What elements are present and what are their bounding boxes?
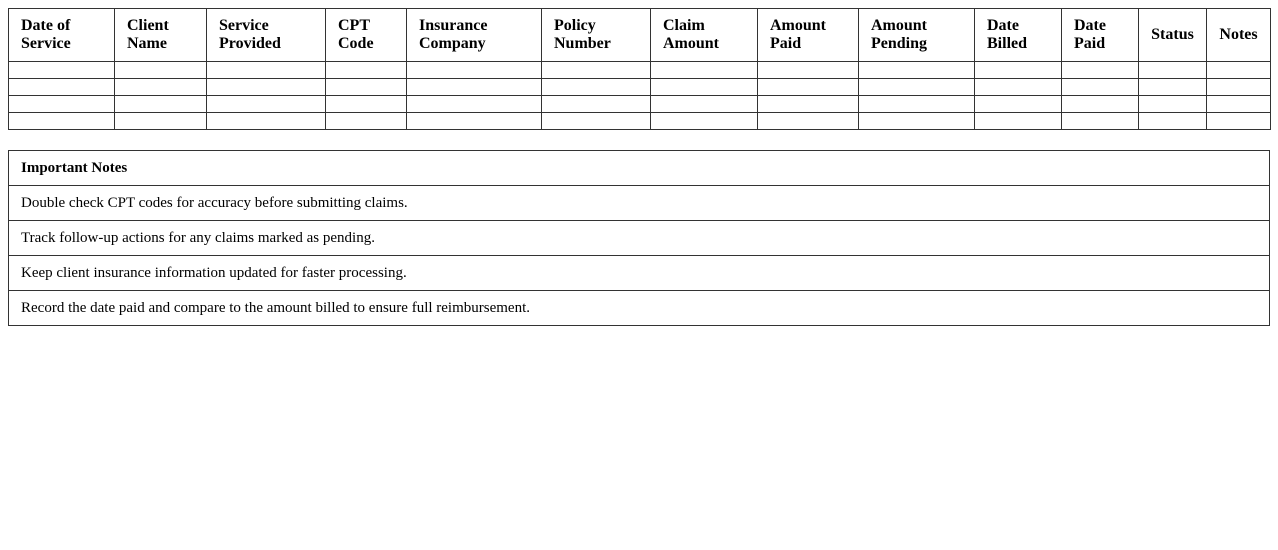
table-row: [9, 113, 1271, 130]
table-cell[interactable]: [1207, 96, 1271, 113]
table-cell[interactable]: [758, 79, 859, 96]
table-cell[interactable]: [651, 113, 758, 130]
table-cell[interactable]: [9, 96, 115, 113]
column-header-status: Status: [1139, 9, 1207, 62]
table-cell[interactable]: [758, 62, 859, 79]
table-cell[interactable]: [1139, 113, 1207, 130]
table-row: [9, 79, 1271, 96]
note-item: Double check CPT codes for accuracy before submitting claims.: [9, 186, 1270, 221]
table-header-row: [9, 9, 1271, 62]
note-item: Record the date paid and compare to the amount billed to ensure full reimbursement.: [9, 291, 1270, 326]
table-cell[interactable]: [975, 79, 1062, 96]
table-cell[interactable]: [326, 79, 407, 96]
table-row: [9, 62, 1271, 79]
column-header-cpt-code: CPT Code: [326, 9, 407, 62]
table-cell[interactable]: [9, 62, 115, 79]
table-cell[interactable]: [1207, 79, 1271, 96]
table-cell[interactable]: [1139, 62, 1207, 79]
table-cell[interactable]: [115, 79, 207, 96]
note-item: Track follow-up actions for any claims marked as pending.: [9, 221, 1270, 256]
table-cell[interactable]: [207, 113, 326, 130]
column-header-notes: Notes: [1207, 9, 1271, 62]
table-cell[interactable]: [115, 96, 207, 113]
note-row: [9, 291, 1270, 326]
column-header-claim-amount: Claim Amount: [651, 9, 758, 62]
table-cell[interactable]: [975, 113, 1062, 130]
column-header-client-name: Client Name: [115, 9, 207, 62]
table-cell[interactable]: [651, 62, 758, 79]
claims-tracking-table: [8, 8, 1271, 130]
table-cell[interactable]: [9, 113, 115, 130]
table-cell[interactable]: [1062, 79, 1139, 96]
table-cell[interactable]: [407, 79, 542, 96]
table-cell[interactable]: [542, 79, 651, 96]
table-cell[interactable]: [207, 96, 326, 113]
claims-table-body: [9, 62, 1271, 130]
column-header-service-provided: Service Provided: [207, 9, 326, 62]
table-cell[interactable]: [326, 62, 407, 79]
table-cell[interactable]: [975, 62, 1062, 79]
table-cell[interactable]: [115, 62, 207, 79]
table-cell[interactable]: [1062, 62, 1139, 79]
column-header-date-billed: Date Billed: [975, 9, 1062, 62]
column-header-insurance-company: Insurance Company: [407, 9, 542, 62]
note-row: [9, 256, 1270, 291]
important-notes-table: [8, 150, 1270, 326]
column-header-amount-paid: Amount Paid: [758, 9, 859, 62]
table-cell[interactable]: [542, 96, 651, 113]
table-cell[interactable]: [651, 79, 758, 96]
table-cell[interactable]: [207, 79, 326, 96]
table-cell[interactable]: [1207, 113, 1271, 130]
note-item: Keep client insurance information updated for faster processing.: [9, 256, 1270, 291]
note-row: [9, 221, 1270, 256]
table-cell[interactable]: [758, 96, 859, 113]
table-cell[interactable]: [407, 62, 542, 79]
table-cell[interactable]: [542, 113, 651, 130]
table-cell[interactable]: [859, 79, 975, 96]
table-cell[interactable]: [115, 113, 207, 130]
table-cell[interactable]: [1062, 96, 1139, 113]
table-cell[interactable]: [651, 96, 758, 113]
table-cell[interactable]: [542, 62, 651, 79]
column-header-date-paid: Date Paid: [1062, 9, 1139, 62]
table-row: [9, 96, 1271, 113]
table-cell[interactable]: [758, 113, 859, 130]
column-header-amount-pending: Amount Pending: [859, 9, 975, 62]
column-header-date-of-service: Date of Service: [9, 9, 115, 62]
table-cell[interactable]: [1139, 79, 1207, 96]
table-cell[interactable]: [975, 96, 1062, 113]
table-cell[interactable]: [859, 113, 975, 130]
table-cell[interactable]: [1207, 62, 1271, 79]
table-cell[interactable]: [407, 113, 542, 130]
notes-title: Important Notes: [9, 151, 1270, 186]
table-cell[interactable]: [9, 79, 115, 96]
note-row: [9, 186, 1270, 221]
table-cell[interactable]: [859, 96, 975, 113]
table-cell[interactable]: [207, 62, 326, 79]
notes-header-row: [9, 151, 1270, 186]
table-cell[interactable]: [1062, 113, 1139, 130]
table-cell[interactable]: [407, 96, 542, 113]
table-cell[interactable]: [1139, 96, 1207, 113]
table-cell[interactable]: [326, 113, 407, 130]
table-cell[interactable]: [859, 62, 975, 79]
table-cell[interactable]: [326, 96, 407, 113]
column-header-policy-number: Policy Number: [542, 9, 651, 62]
